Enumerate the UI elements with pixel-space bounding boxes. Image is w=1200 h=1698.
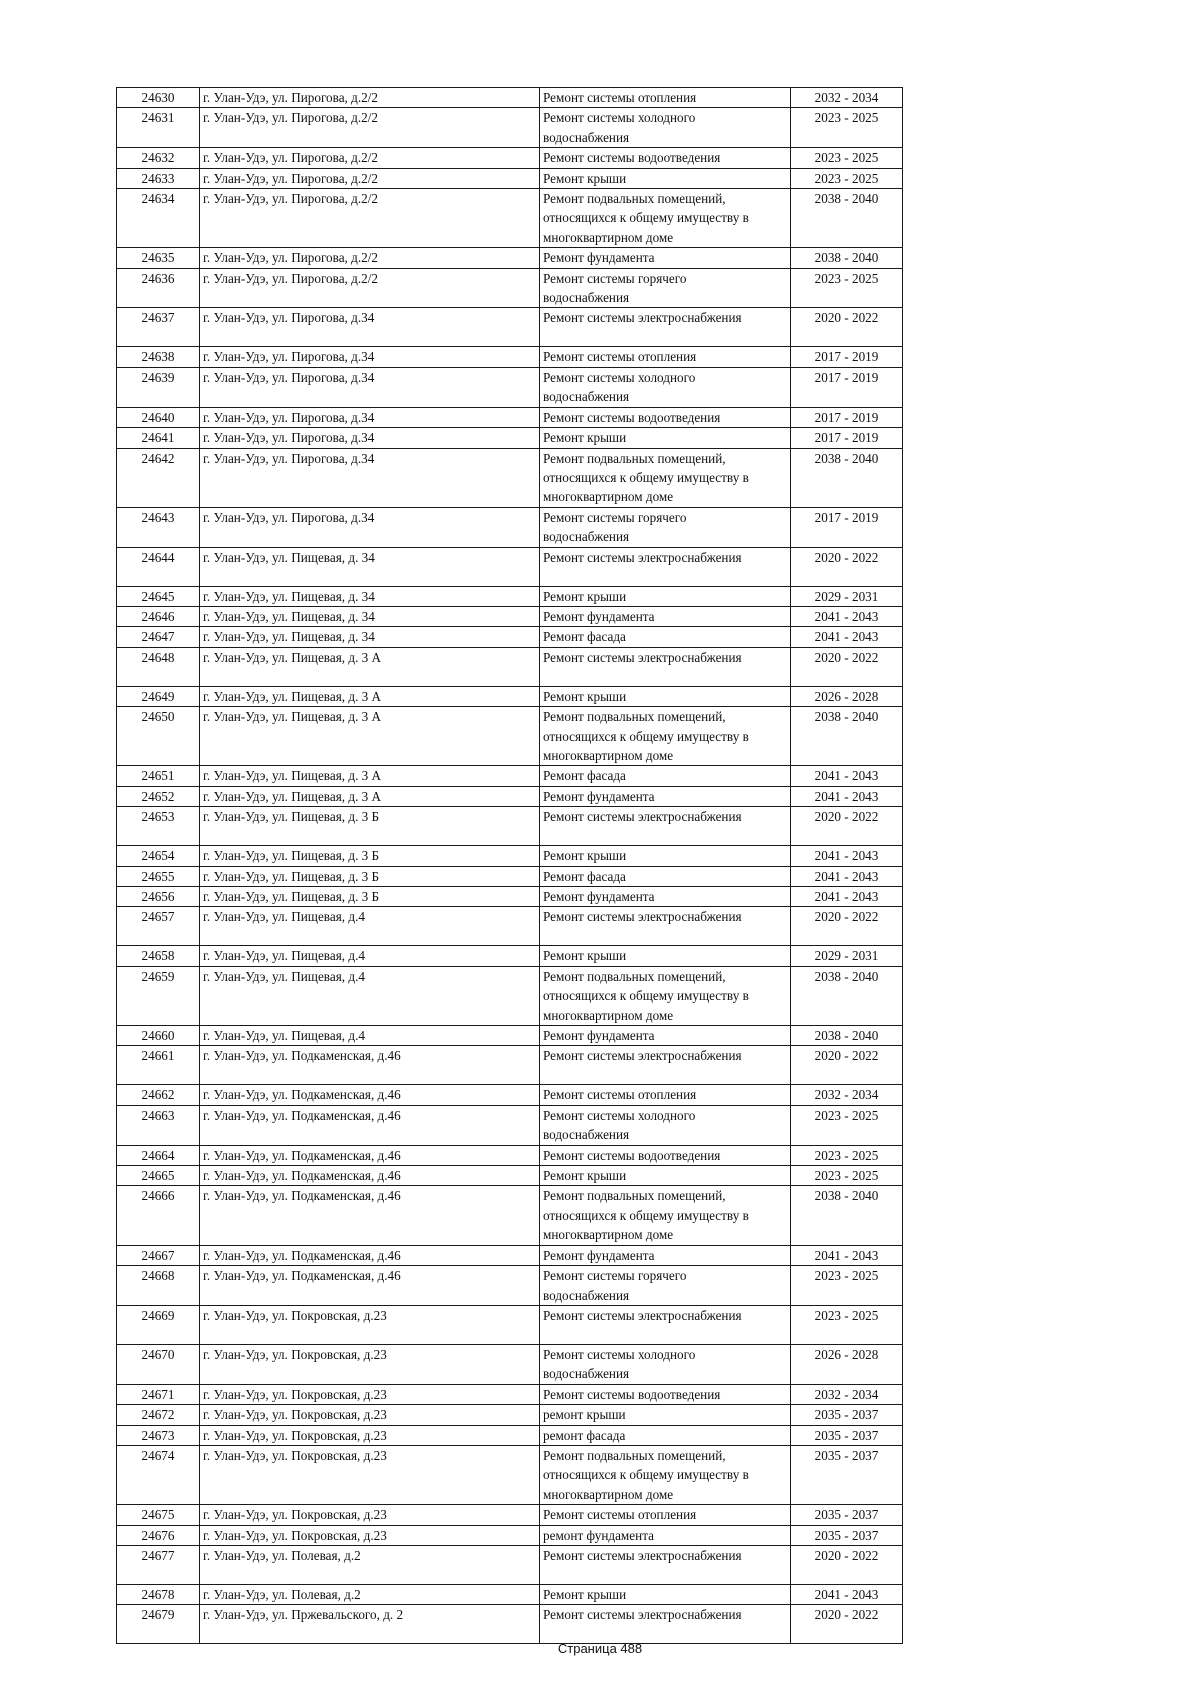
row-address: г. Улан-Удэ, ул. Пирогова, д.2/2 [200,108,540,148]
row-period: 2023 - 2025 [791,1266,903,1306]
row-work-type: Ремонт системы водоотведения [540,407,791,427]
row-period: 2041 - 2043 [791,887,903,907]
row-address: г. Улан-Удэ, ул. Пищевая, д. 3 А [200,786,540,806]
row-period: 2023 - 2025 [791,148,903,168]
row-number: 24641 [117,428,200,448]
table-body [117,88,903,1644]
row-number: 24638 [117,347,200,367]
row-number: 24652 [117,786,200,806]
row-number: 24678 [117,1584,200,1604]
row-number: 24645 [117,586,200,606]
row-work-type: Ремонт фундамента [540,1245,791,1265]
row-work-type: Ремонт системы водоотведения [540,1145,791,1165]
table-row [117,268,903,308]
row-address: г. Улан-Удэ, ул. Пирогова, д.2/2 [200,268,540,308]
row-work-type: Ремонт фундамента [540,606,791,626]
row-period: 2035 - 2037 [791,1505,903,1525]
row-period: 2041 - 2043 [791,866,903,886]
row-period: 2020 - 2022 [791,308,903,347]
row-number: 24631 [117,108,200,148]
row-period: 2017 - 2019 [791,407,903,427]
table-row [117,586,903,606]
row-number: 24667 [117,1245,200,1265]
row-address: г. Улан-Удэ, ул. Пирогова, д.2/2 [200,88,540,108]
table-row [117,148,903,168]
table-row [117,347,903,367]
row-number: 24644 [117,547,200,586]
row-address: г. Улан-Удэ, ул. Пищевая, д. 3 Б [200,807,540,846]
row-number: 24663 [117,1105,200,1145]
row-work-type: Ремонт крыши [540,168,791,188]
table-row [117,1166,903,1186]
row-period: 2023 - 2025 [791,108,903,148]
row-number: 24675 [117,1505,200,1525]
row-work-type: Ремонт системы электроснабжения [540,907,791,946]
table-row [117,887,903,907]
repair-schedule-table [116,87,903,1644]
row-address: г. Улан-Удэ, ул. Пирогова, д.2/2 [200,148,540,168]
row-address: г. Улан-Удэ, ул. Подкаменская, д.46 [200,1046,540,1085]
row-address: г. Улан-Удэ, ул. Покровская, д.23 [200,1344,540,1384]
row-period: 2023 - 2025 [791,168,903,188]
row-work-type: Ремонт фасада [540,627,791,647]
row-period: 2041 - 2043 [791,1584,903,1604]
row-number: 24668 [117,1266,200,1306]
row-work-type: Ремонт системы горячего водоснабжения [540,507,791,547]
row-number: 24642 [117,448,200,507]
row-number: 24639 [117,367,200,407]
row-address: г. Улан-Удэ, ул. Пищевая, д.4 [200,907,540,946]
table-row [117,507,903,547]
row-period: 2041 - 2043 [791,786,903,806]
row-number: 24640 [117,407,200,427]
row-period: 2032 - 2034 [791,88,903,108]
row-address: г. Улан-Удэ, ул. Пищевая, д. 34 [200,606,540,626]
row-period: 2041 - 2043 [791,627,903,647]
row-address: г. Улан-Удэ, ул. Подкаменская, д.46 [200,1145,540,1165]
row-work-type: Ремонт крыши [540,428,791,448]
table-row [117,1026,903,1046]
table-row [117,1145,903,1165]
table-row [117,367,903,407]
row-work-type: Ремонт системы холодного водоснабжения [540,108,791,148]
row-address: г. Улан-Удэ, ул. Покровская, д.23 [200,1305,540,1344]
row-number: 24655 [117,866,200,886]
row-period: 2020 - 2022 [791,647,903,686]
row-number: 24651 [117,766,200,786]
row-number: 24635 [117,248,200,268]
row-work-type: Ремонт системы электроснабжения [540,547,791,586]
row-period: 2038 - 2040 [791,189,903,248]
row-period: 2041 - 2043 [791,606,903,626]
table-row [117,1085,903,1105]
table-row [117,966,903,1025]
row-number: 24650 [117,707,200,766]
row-period: 2023 - 2025 [791,1145,903,1165]
row-period: 2023 - 2025 [791,1166,903,1186]
row-period: 2035 - 2037 [791,1425,903,1445]
row-address: г. Улан-Удэ, ул. Пирогова, д.34 [200,367,540,407]
table-row [117,1605,903,1644]
row-period: 2041 - 2043 [791,1245,903,1265]
row-address: г. Улан-Удэ, ул. Пищевая, д. 34 [200,586,540,606]
row-address: г. Улан-Удэ, ул. Пищевая, д. 3 Б [200,887,540,907]
row-period: 2038 - 2040 [791,1026,903,1046]
row-address: г. Улан-Удэ, ул. Пищевая, д. 3 Б [200,846,540,866]
row-period: 2026 - 2028 [791,1344,903,1384]
table-row [117,1105,903,1145]
table-row [117,786,903,806]
row-address: г. Улан-Удэ, ул. Подкаменская, д.46 [200,1105,540,1145]
row-address: г. Улан-Удэ, ул. Пирогова, д.2/2 [200,248,540,268]
row-work-type: ремонт крыши [540,1405,791,1425]
table-row [117,647,903,686]
row-work-type: Ремонт системы отопления [540,1505,791,1525]
table-row [117,1505,903,1525]
row-work-type: Ремонт крыши [540,586,791,606]
row-period: 2029 - 2031 [791,586,903,606]
table-row [117,1186,903,1245]
row-work-type: Ремонт системы отопления [540,88,791,108]
row-work-type: ремонт фасада [540,1425,791,1445]
row-period: 2020 - 2022 [791,547,903,586]
row-work-type: Ремонт фундамента [540,887,791,907]
row-number: 24679 [117,1605,200,1644]
row-period: 2035 - 2037 [791,1525,903,1545]
row-period: 2017 - 2019 [791,507,903,547]
row-period: 2020 - 2022 [791,907,903,946]
row-number: 24662 [117,1085,200,1105]
row-number: 24674 [117,1445,200,1504]
row-work-type: Ремонт системы холодного водоснабжения [540,1344,791,1384]
row-address: г. Улан-Удэ, ул. Подкаменская, д.46 [200,1266,540,1306]
table-row [117,1584,903,1604]
row-address: г. Улан-Удэ, ул. Пищевая, д. 3 Б [200,866,540,886]
table-row [117,1545,903,1584]
row-address: г. Улан-Удэ, ул. Подкаменская, д.46 [200,1085,540,1105]
row-number: 24677 [117,1545,200,1584]
row-work-type: Ремонт системы горячего водоснабжения [540,268,791,308]
table-row [117,807,903,846]
row-period: 2026 - 2028 [791,686,903,706]
table-row [117,168,903,188]
row-number: 24657 [117,907,200,946]
row-number: 24666 [117,1186,200,1245]
row-period: 2035 - 2037 [791,1445,903,1504]
row-number: 24673 [117,1425,200,1445]
row-period: 2020 - 2022 [791,1046,903,1085]
table-row [117,1384,903,1404]
table-row [117,1266,903,1306]
row-work-type: Ремонт подвальных помещений, относящихся к общему имуществу в многоквартирном доме [540,1186,791,1245]
row-period: 2023 - 2025 [791,268,903,308]
row-number: 24649 [117,686,200,706]
row-work-type: Ремонт крыши [540,1584,791,1604]
row-number: 24661 [117,1046,200,1085]
row-work-type: Ремонт крыши [540,846,791,866]
table-row [117,907,903,946]
row-period: 2038 - 2040 [791,448,903,507]
row-work-type: Ремонт системы водоотведения [540,1384,791,1404]
row-address: г. Улан-Удэ, ул. Подкаменская, д.46 [200,1245,540,1265]
row-address: г. Улан-Удэ, ул. Пищевая, д. 3 А [200,647,540,686]
row-work-type: Ремонт подвальных помещений, относящихся к общему имуществу в многоквартирном доме [540,966,791,1025]
row-work-type: Ремонт системы водоотведения [540,148,791,168]
table-row [117,866,903,886]
table-row [117,1344,903,1384]
table-row [117,108,903,148]
row-number: 24633 [117,168,200,188]
row-work-type: Ремонт подвальных помещений, относящихся к общему имуществу в многоквартирном доме [540,189,791,248]
row-work-type: Ремонт фундамента [540,248,791,268]
row-address: г. Улан-Удэ, ул. Подкаменская, д.46 [200,1166,540,1186]
row-work-type: Ремонт системы холодного водоснабжения [540,367,791,407]
table-row [117,846,903,866]
row-address: г. Улан-Удэ, ул. Пирогова, д.34 [200,407,540,427]
table-row [117,1525,903,1545]
row-work-type: Ремонт фасада [540,866,791,886]
row-work-type: ремонт фундамента [540,1525,791,1545]
table-row [117,1046,903,1085]
row-number: 24658 [117,946,200,966]
row-number: 24636 [117,268,200,308]
row-address: г. Улан-Удэ, ул. Пирогова, д.2/2 [200,189,540,248]
row-number: 24669 [117,1305,200,1344]
row-period: 2029 - 2031 [791,946,903,966]
row-number: 24676 [117,1525,200,1545]
row-address: г. Улан-Удэ, ул. Покровская, д.23 [200,1425,540,1445]
row-address: г. Улан-Удэ, ул. Пищевая, д.4 [200,966,540,1025]
row-work-type: Ремонт крыши [540,686,791,706]
row-address: г. Улан-Удэ, ул. Покровская, д.23 [200,1445,540,1504]
row-number: 24634 [117,189,200,248]
row-number: 24648 [117,647,200,686]
row-work-type: Ремонт крыши [540,1166,791,1186]
row-address: г. Улан-Удэ, ул. Пирогова, д.34 [200,428,540,448]
table-row [117,766,903,786]
row-period: 2020 - 2022 [791,1605,903,1644]
table-row [117,407,903,427]
row-address: г. Улан-Удэ, ул. Пищевая, д. 34 [200,547,540,586]
row-period: 2023 - 2025 [791,1305,903,1344]
table-row [117,1245,903,1265]
row-period: 2041 - 2043 [791,766,903,786]
row-number: 24660 [117,1026,200,1046]
row-address: г. Улан-Удэ, ул. Пирогова, д.2/2 [200,168,540,188]
row-address: г. Улан-Удэ, ул. Покровская, д.23 [200,1505,540,1525]
row-number: 24672 [117,1405,200,1425]
table-row [117,248,903,268]
row-number: 24671 [117,1384,200,1404]
row-work-type: Ремонт системы электроснабжения [540,1305,791,1344]
row-number: 24632 [117,148,200,168]
row-number: 24659 [117,966,200,1025]
row-work-type: Ремонт системы горячего водоснабжения [540,1266,791,1306]
row-number: 24637 [117,308,200,347]
row-number: 24653 [117,807,200,846]
row-period: 2038 - 2040 [791,1186,903,1245]
row-address: г. Улан-Удэ, ул. Покровская, д.23 [200,1525,540,1545]
row-address: г. Улан-Удэ, ул. Полевая, д.2 [200,1584,540,1604]
row-address: г. Улан-Удэ, ул. Пищевая, д.4 [200,1026,540,1046]
table-row [117,606,903,626]
row-address: г. Улан-Удэ, ул. Покровская, д.23 [200,1405,540,1425]
table-row [117,88,903,108]
row-work-type: Ремонт системы электроснабжения [540,647,791,686]
row-number: 24647 [117,627,200,647]
table-row [117,428,903,448]
row-period: 2035 - 2037 [791,1405,903,1425]
row-number: 24646 [117,606,200,626]
row-address: г. Улан-Удэ, ул. Пищевая, д. 3 А [200,766,540,786]
row-period: 2017 - 2019 [791,347,903,367]
row-number: 24664 [117,1145,200,1165]
row-address: г. Улан-Удэ, ул. Пищевая, д. 3 А [200,707,540,766]
table-row [117,308,903,347]
row-period: 2038 - 2040 [791,966,903,1025]
row-period: 2032 - 2034 [791,1085,903,1105]
row-period: 2020 - 2022 [791,1545,903,1584]
table-row [117,627,903,647]
row-address: г. Улан-Удэ, ул. Пищевая, д.4 [200,946,540,966]
row-work-type: Ремонт фундамента [540,786,791,806]
table-row [117,686,903,706]
table-row [117,1445,903,1504]
row-period: 2020 - 2022 [791,807,903,846]
table-row [117,1425,903,1445]
row-work-type: Ремонт фундамента [540,1026,791,1046]
row-work-type: Ремонт системы отопления [540,347,791,367]
table-row [117,189,903,248]
row-work-type: Ремонт подвальных помещений, относящихся к общему имуществу в многоквартирном доме [540,448,791,507]
row-work-type: Ремонт системы отопления [540,1085,791,1105]
row-number: 24665 [117,1166,200,1186]
table-row [117,946,903,966]
row-address: г. Улан-Удэ, ул. Пирогова, д.34 [200,448,540,507]
row-period: 2041 - 2043 [791,846,903,866]
row-work-type: Ремонт фасада [540,766,791,786]
row-address: г. Улан-Удэ, ул. Полевая, д.2 [200,1545,540,1584]
table-row [117,547,903,586]
row-work-type: Ремонт системы электроснабжения [540,807,791,846]
row-period: 2017 - 2019 [791,367,903,407]
row-period: 2017 - 2019 [791,428,903,448]
row-work-type: Ремонт системы электроснабжения [540,1046,791,1085]
row-number: 24630 [117,88,200,108]
row-address: г. Улан-Удэ, ул. Пищевая, д. 34 [200,627,540,647]
table-row [117,1405,903,1425]
table-row [117,1305,903,1344]
table-row [117,448,903,507]
row-work-type: Ремонт системы электроснабжения [540,308,791,347]
row-address: г. Улан-Удэ, ул. Покровская, д.23 [200,1384,540,1404]
row-number: 24656 [117,887,200,907]
row-address: г. Улан-Удэ, ул. Пирогова, д.34 [200,347,540,367]
row-address: г. Улан-Удэ, ул. Пирогова, д.34 [200,507,540,547]
row-work-type: Ремонт подвальных помещений, относящихся к общему имуществу в многоквартирном доме [540,1445,791,1504]
row-address: г. Улан-Удэ, ул. Пищевая, д. 3 А [200,686,540,706]
row-work-type: Ремонт подвальных помещений, относящихся к общему имуществу в многоквартирном доме [540,707,791,766]
page-number: Страница 488 [557,1641,643,1656]
row-work-type: Ремонт системы электроснабжения [540,1545,791,1584]
row-period: 2023 - 2025 [791,1105,903,1145]
row-work-type: Ремонт системы холодного водоснабжения [540,1105,791,1145]
row-period: 2038 - 2040 [791,248,903,268]
row-work-type: Ремонт крыши [540,946,791,966]
row-address: г. Улан-Удэ, ул. Пржевальского, д. 2 [200,1605,540,1644]
table-row [117,707,903,766]
row-number: 24643 [117,507,200,547]
row-number: 24670 [117,1344,200,1384]
row-address: г. Улан-Удэ, ул. Пирогова, д.34 [200,308,540,347]
row-number: 24654 [117,846,200,866]
row-period: 2038 - 2040 [791,707,903,766]
row-address: г. Улан-Удэ, ул. Подкаменская, д.46 [200,1186,540,1245]
row-work-type: Ремонт системы электроснабжения [540,1605,791,1644]
row-period: 2032 - 2034 [791,1384,903,1404]
